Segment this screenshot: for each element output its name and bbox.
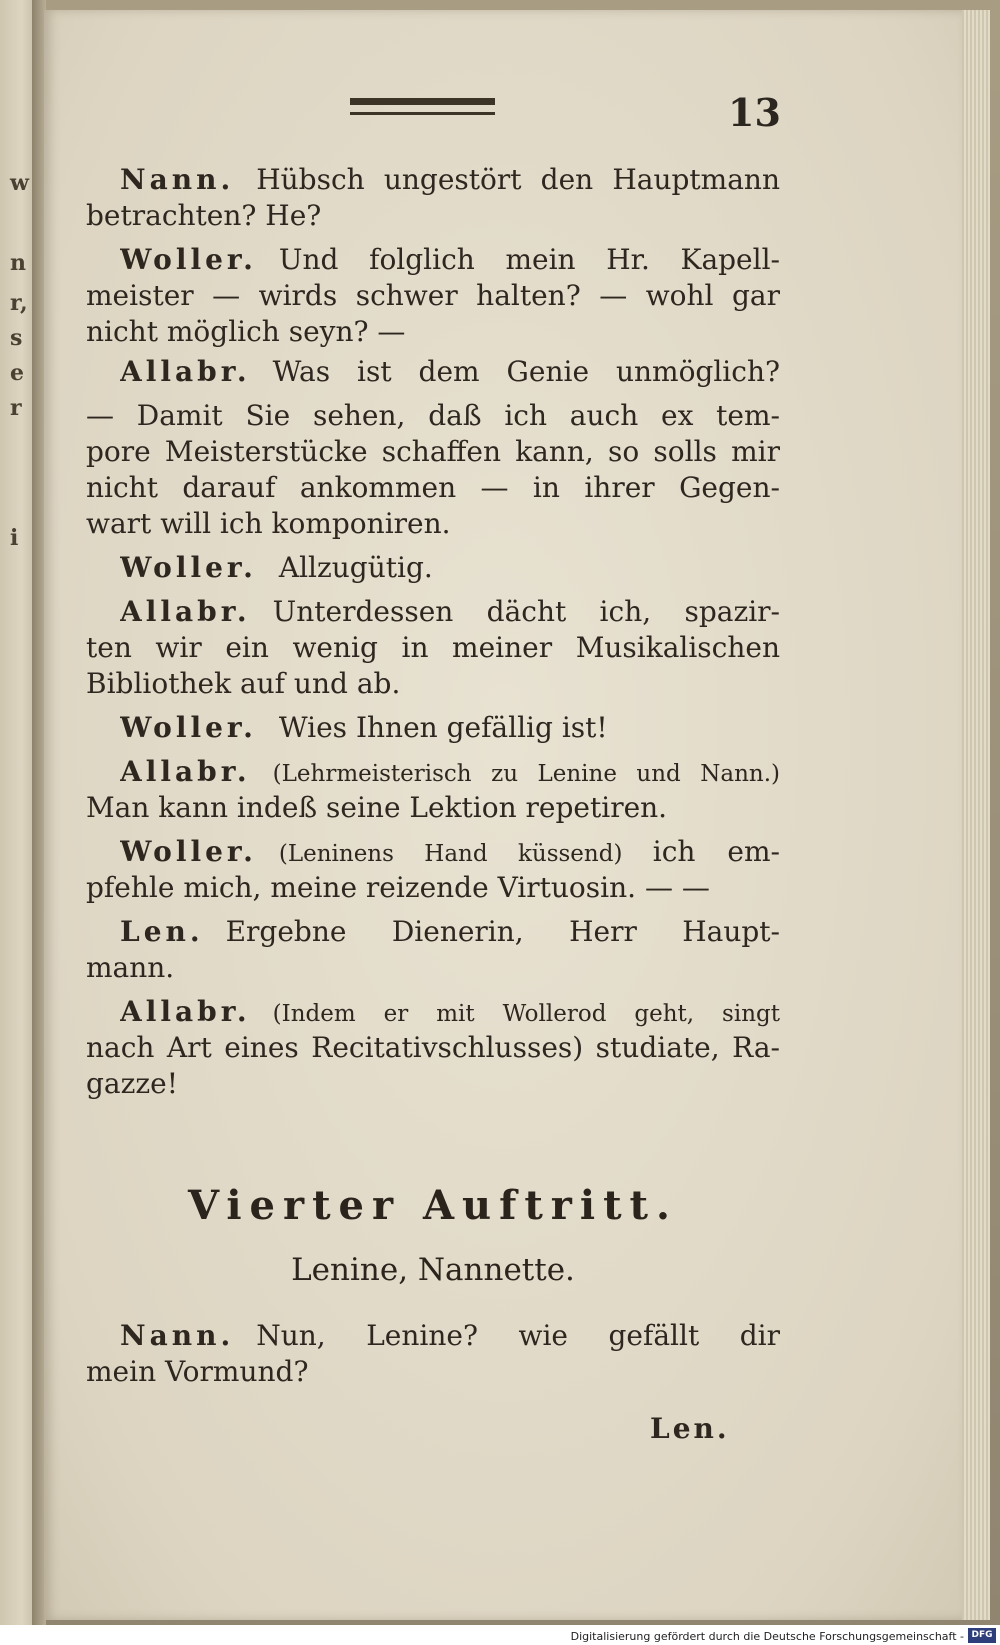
scene-characters: Lenine, Nannette. bbox=[291, 1252, 575, 1288]
previous-page-glyph: n bbox=[10, 250, 26, 276]
speech-line-start bbox=[120, 752, 780, 792]
line-text: Allzugütig. bbox=[278, 551, 433, 584]
speech-line-start bbox=[120, 548, 780, 588]
speaker-name: Allabr. bbox=[120, 355, 251, 388]
header-rule-thick bbox=[350, 98, 495, 105]
previous-page-glyph: i bbox=[10, 525, 19, 551]
speech-line-start bbox=[120, 1316, 780, 1356]
speaker-name: Allabr. bbox=[120, 995, 251, 1028]
speech-line-start bbox=[120, 592, 780, 632]
speaker-name: Len. bbox=[120, 915, 204, 948]
line-text: ten wir ein wenig in meiner Musikalischen bbox=[86, 631, 780, 664]
line-text: betrachten? He? bbox=[86, 199, 322, 232]
line-text: Was ist dem Genie unmöglich? bbox=[272, 355, 780, 388]
text-line bbox=[86, 196, 780, 236]
text-line bbox=[86, 468, 780, 508]
line-text: nach Art eines Recitativschlusses) studiate, Ra- bbox=[86, 1031, 780, 1064]
speaker-name: Allabr. bbox=[120, 755, 251, 788]
footer-credit: Digitalisierung gefördert durch die Deutsche Forschungsgemeinschaft - bbox=[570, 1630, 964, 1643]
previous-page-marks bbox=[0, 0, 36, 1645]
line-text: mann. bbox=[86, 951, 175, 984]
line-text: Nun, Lenine? wie gefällt dir bbox=[256, 1319, 780, 1352]
speech-line-start bbox=[120, 912, 780, 952]
speech-line-start bbox=[120, 992, 780, 1032]
line-text: Unterdessen dächt ich, spazir- bbox=[272, 595, 780, 628]
line-text: Ergebne Dienerin, Herr Haupt- bbox=[225, 915, 780, 948]
stage-direction: (Lehrmeisterisch zu Lenine und Nann.) bbox=[272, 761, 780, 787]
line-text: nicht möglich seyn? — bbox=[86, 315, 406, 348]
line-text: mein Vormund? bbox=[86, 1355, 309, 1388]
header-rule-thin bbox=[350, 112, 495, 115]
text-line bbox=[86, 396, 780, 436]
speech-line-start bbox=[120, 240, 780, 280]
page-number: 13 bbox=[728, 90, 781, 135]
speaker-name: Woller. bbox=[120, 835, 257, 868]
speaker-name: Nann. bbox=[120, 1319, 235, 1352]
speaker-name: Woller. bbox=[120, 551, 257, 584]
previous-page-glyph: r bbox=[10, 395, 22, 421]
line-text: Hübsch ungestört den Hauptmann bbox=[256, 163, 780, 196]
stage-direction: (Indem er mit Wollerod geht, singt bbox=[272, 1001, 780, 1027]
scene-title: Vierter Auftritt. bbox=[188, 1182, 678, 1229]
text-line bbox=[86, 432, 780, 472]
speaker-name: Woller. bbox=[120, 243, 257, 276]
text-line bbox=[86, 1064, 780, 1104]
speaker-name: Allabr. bbox=[120, 595, 251, 628]
line-text: Und folglich mein Hr. Kapell- bbox=[278, 243, 780, 276]
catchword: Len. bbox=[650, 1412, 730, 1445]
previous-page-glyph: s bbox=[10, 325, 23, 351]
digitization-footer bbox=[0, 1625, 1000, 1645]
previous-page-glyph: w bbox=[10, 170, 29, 196]
previous-page-glyph: r, bbox=[10, 290, 28, 316]
speaker-name: Woller. bbox=[120, 711, 257, 744]
text-line bbox=[86, 948, 780, 988]
text-line bbox=[86, 868, 780, 908]
line-text: gazze! bbox=[86, 1067, 178, 1100]
line-text: pfehle mich, meine reizende Virtuosin. — — bbox=[86, 871, 710, 904]
dfg-logo: DFG bbox=[968, 1628, 996, 1643]
line-text: Man kann indeß seine Lektion repetiren. bbox=[86, 791, 668, 824]
speech-line-start bbox=[120, 832, 780, 872]
speech-line-start bbox=[120, 160, 780, 200]
previous-page-glyph: e bbox=[10, 360, 24, 386]
line-text: ich em- bbox=[652, 835, 780, 868]
stage-direction: (Leninens Hand küssend) bbox=[278, 841, 653, 867]
text-line bbox=[86, 312, 780, 352]
text-line bbox=[86, 788, 780, 828]
text-line bbox=[86, 664, 780, 704]
line-text: Wies Ihnen gefällig ist! bbox=[278, 711, 608, 744]
speech-line-start bbox=[120, 352, 780, 392]
line-text: meister — wirds schwer halten? — wohl gar bbox=[86, 279, 780, 312]
text-line bbox=[86, 504, 780, 544]
line-text: — Damit Sie sehen, daß ich auch ex tem- bbox=[86, 399, 780, 432]
text-line bbox=[86, 628, 780, 668]
line-text: pore Meisterstücke schaffen kann, so solls mir bbox=[86, 435, 780, 468]
text-line bbox=[86, 1028, 780, 1068]
speech-line-start bbox=[120, 708, 780, 748]
speaker-name: Nann. bbox=[120, 163, 235, 196]
line-text: Bibliothek auf und ab. bbox=[86, 667, 401, 700]
text-line bbox=[86, 276, 780, 316]
line-text: nicht darauf ankommen — in ihrer Gegen- bbox=[86, 471, 780, 504]
page-fore-edge bbox=[962, 10, 990, 1620]
line-text: wart will ich komponiren. bbox=[86, 507, 451, 540]
text-line bbox=[86, 1352, 780, 1392]
